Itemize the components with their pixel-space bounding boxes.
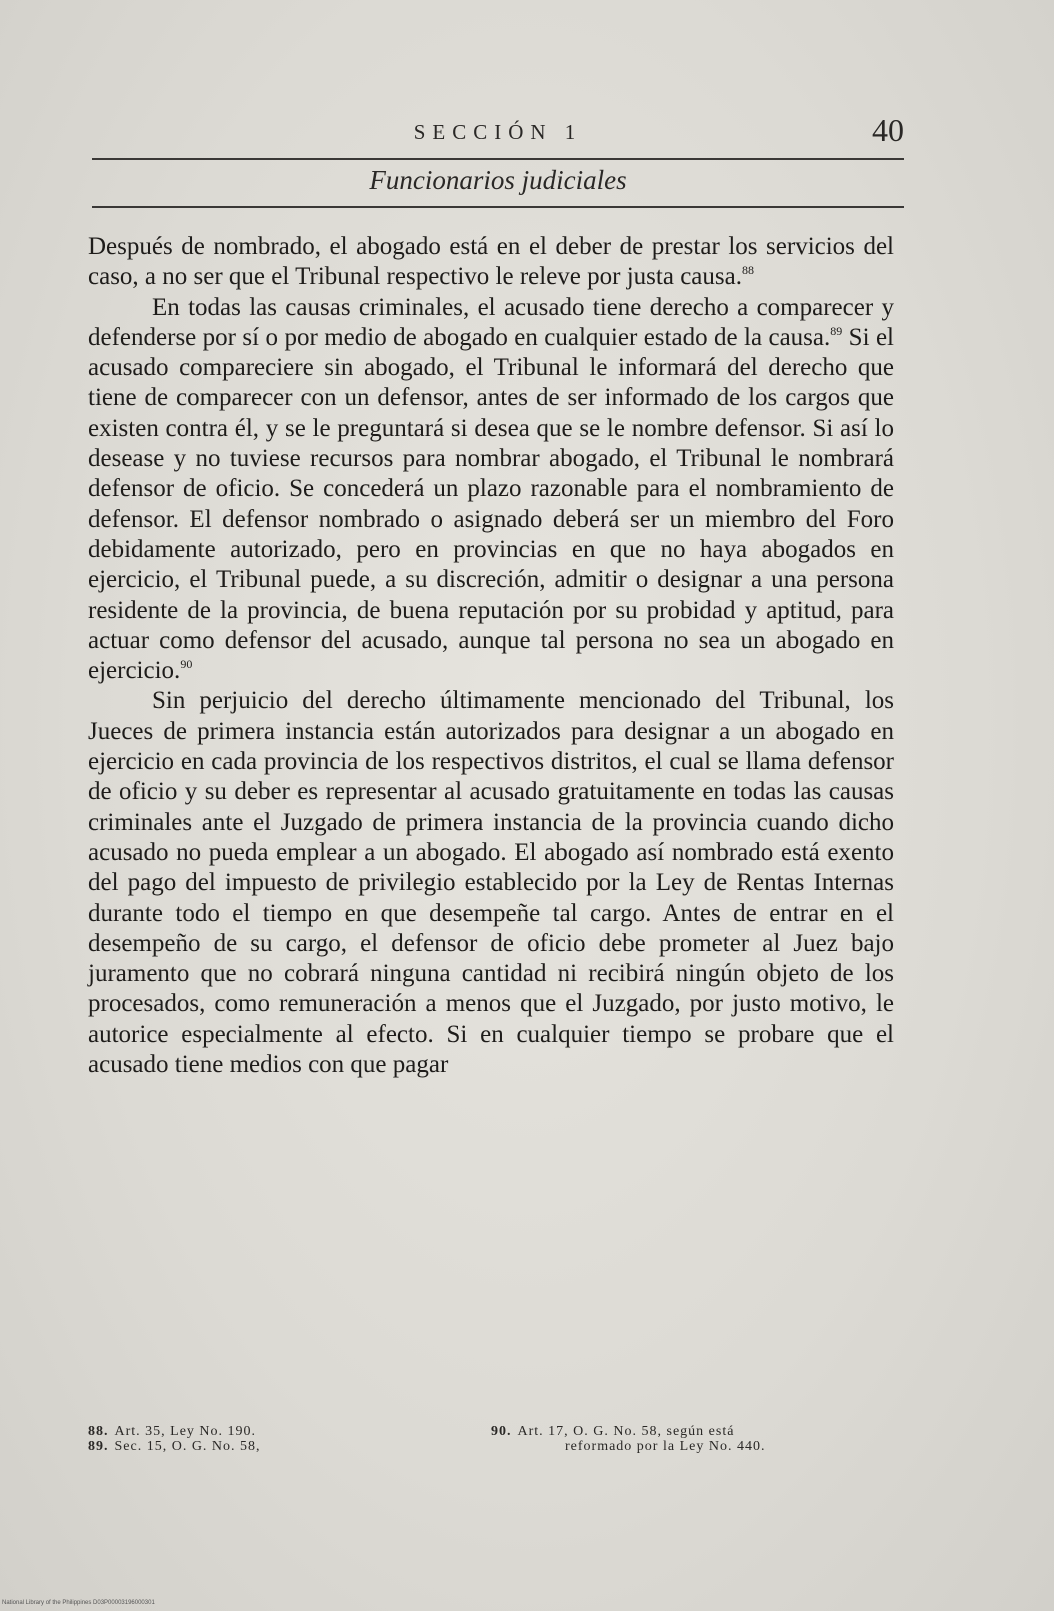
paragraph-3: Sin perjuicio del derecho últimamente mencionado del Tribunal, los Jueces de primera instancia están autorizados para designar a un abogado en ejercicio en cada provincia de los respectivos distritos, el cual se llama defensor de oficio y su deber es representar al acusado gratuitamente en todas las causas criminales ante el Juzgado de primera instancia de la provincia cuando dicho acusado no pueda emplear a un abogado. El abogado así nombrado está exento del pago del impuesto de privilegio establecido por la Ley de Rentas Internas durante todo el tiempo en que desempeñe tal cargo. Antes de entrar en el desempeño de su cargo, el defensor de oficio debe prometer al Juez bajo juramento que no cobrará ninguna cantidad ni recibirá ningún objeto de los procesados, como remuneración a menos que el Juzgado, por justo motivo, le autorice especialmente al efecto. Si en cualquier tiempo se probare que el acusado tiene medios con que pagar xyxy=(88,687,894,1079)
footnote-ref-90: 90 xyxy=(180,657,193,672)
paragraph-1: Después de nombrado, el abogado está en el deber de prestar los servicios del caso, a no ser que el Tribunal respectivo le releve por justa causa.$^{88}$ xyxy=(88,233,894,291)
footnote-90-continued: reformado por la Ley No. 440. xyxy=(565,1439,766,1454)
body-text xyxy=(88,232,894,1080)
footnote-ref-88: 88 xyxy=(741,263,754,278)
page-number: 40 xyxy=(872,112,904,148)
header-rule-bottom xyxy=(92,206,904,208)
paragraph-2: En todas las causas criminales, el acusado tiene derecho a comparecer y defenderse por sí o por medio de abogado en cualquier estado de la causa.$^{89}$ Si el acusado compareciere sin abogado, el Tribunal le informará del derecho que tiene de comparecer con un defensor, antes de ser informado de los cargos que existen contra él, y se le preguntará si desea que se le nombre defensor. Si así lo desease y no tuviese recursos para nombrar abogado, el Tribunal le nombrará defensor de oficio. Se concederá un plazo razonable para el nombramiento de defensor. El defensor nombrado o asignado deberá ser un miembro del Foro debidamente autorizado, pero en provincias en que no haya abogados en ejercicio, el Tribunal puede, a su discreción, admitir o designar a una persona residente de la provincia, de buena reputación por su probidad y aptitud, para actuar como defensor del acusado, aunque tal persona no sea un abogado en ejercicio.$^{90}$ xyxy=(88,293,894,685)
footnote-ref-89: 89 xyxy=(830,323,843,338)
footnotes-left-column xyxy=(88,1424,261,1454)
chapter-subtitle: Funcionarios judiciales xyxy=(369,165,627,195)
header-rule-top xyxy=(92,158,904,160)
library-stamp: National Library of the Philippines D03P00003196000301 xyxy=(2,1600,155,1606)
running-header xyxy=(92,112,904,158)
footnote-90: 90. Art. 17, O. G. No. 58, según está xyxy=(491,1424,735,1439)
footnotes-right-column xyxy=(491,1424,894,1454)
footnote-89: 89. Sec. 15, O. G. No. 58, xyxy=(88,1439,261,1454)
section-title: SECCIÓN 1 xyxy=(413,120,583,144)
footnote-88: 88. Art. 35, Ley No. 190. xyxy=(88,1424,257,1439)
